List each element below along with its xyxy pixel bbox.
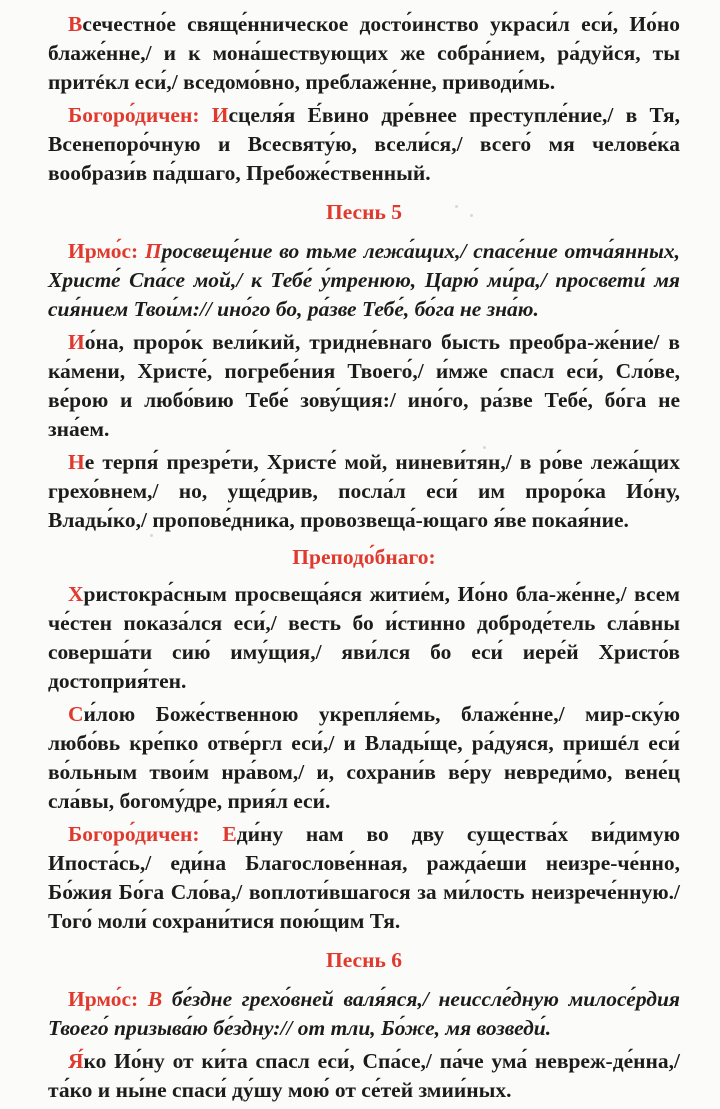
- troparion-paragraph: [48, 10, 680, 97]
- paragraph-text: ристокра́сным просвеща́яся житие́м, Ио́но бла-же́нне,/ всем че́стен показа́лся еси́,/ весть бо и́стинно доброде́тель сла́вны соверша́ти сию́ иму́щия,/ яви́лся бо еси́ иере́й Христо́в достоприя́тен.: [48, 582, 680, 693]
- drop-initial: Х: [68, 582, 84, 606]
- troparion-paragraph: [48, 448, 680, 535]
- troparion-paragraph: [48, 1047, 680, 1105]
- ode-heading: Песнь 6: [326, 948, 402, 972]
- irmos-paragraph: [48, 237, 680, 324]
- ode-heading: Песнь 5: [326, 200, 402, 224]
- theotokion-paragraph: [48, 101, 680, 188]
- print-speck: [150, 534, 153, 537]
- section-label: Ирмо́с:: [68, 987, 148, 1011]
- liturgical-text-page: [48, 10, 680, 1109]
- drop-initial: В: [147, 987, 163, 1011]
- print-speck: [455, 205, 458, 208]
- paragraph-text: бе́здне грехо́вней валя́яся,/ неиссле́дную милосе́рдия Твоего́ призыва́ю бе́здну:// от тли, Бо́же, мя возведи́.: [48, 987, 681, 1040]
- section-label: Богоро́дичен:: [68, 822, 223, 846]
- section-label: Ирмо́с:: [68, 239, 145, 263]
- troparion-paragraph: [48, 700, 680, 816]
- troparion-paragraph: [48, 328, 680, 444]
- paragraph-text: и́лою Боже́ственною укрепля́емь, блаже́нне,/ мир-ску́ю любо́вь кре́пко отве́ргл еси́,/ и Влады́ще, ра́дуяся, пришéл еси́ во́льным твои́м нра́вом,/ и, сохрани́в ве́ру невреди́мо, вене́ц сла́вы, богому́дре, прия́л еси́.: [48, 702, 680, 813]
- section-label: Богоро́дичен:: [68, 103, 212, 127]
- theotokion-paragraph: [48, 820, 680, 936]
- drop-initial: Н: [68, 450, 85, 474]
- troparion-paragraph: [48, 580, 680, 696]
- drop-initial: П: [144, 239, 162, 263]
- drop-initial: Я́: [68, 1049, 84, 1073]
- drop-initial: В: [68, 12, 83, 36]
- print-speck: [483, 446, 486, 449]
- paragraph-text: ди́ну нам во дву существа́х ви́димую Ипоста́сь,/ еди́на Благослове́нная, ражда́еши неизре-че́нно, Бо́жия Бо́га Сло́ва,/ воплоти́вшагося за ми́лость неизрече́нную./ Того́ моли́ сохрани́тися пою́щим Тя.: [48, 822, 680, 933]
- paragraph-text: ко Ио́ну от ки́та спасл еси́, Спа́се,/ па́че ума́ невреж-де́нна,/ та́ко и ны́не спаси́ ду́шу мою́ от се́тей змии́ных.: [48, 1049, 680, 1102]
- paragraph-text: о́на, проро́к вели́кий, тридне́внаго бысть преобра-же́ние/ в ка́мени, Христе́, погребе́ния Твоего́,/ и́мже спасл еси́, Сло́ве, ве́рою и любо́вию Тебе́ зову́щия:/ ино́го, ра́зве Тебе́, бо́га не зна́ем.: [48, 330, 680, 441]
- drop-initial: С: [68, 702, 84, 726]
- paragraph-text: росвеще́ние во тьме лежа́щих,/ спасе́ние отча́янных, Христе́ Спа́се мой,/ к Тебе́ у́тренюю, Царю́ ми́ра,/ просвети́ мя сия́нием Твои́м:// ино́го бо, ра́зве Тебе́, бо́га не зна́ю.: [48, 239, 680, 321]
- irmos-paragraph: [48, 985, 680, 1043]
- venerable-heading: Преподо́бнаго:: [292, 545, 436, 569]
- drop-initial: И: [211, 103, 229, 127]
- paragraph-text: сцеля́я Е́вино дре́внее преступле́ние,/ в Тя, Всенепоро́чную и Всесвяту́ю, всели́ся,/ всего́ мя челове́ка вообрази́в па́дшаго, Пребоже́ственный.: [48, 103, 680, 185]
- paragraph-text: сечестно́е свяще́нническое досто́инство украси́л еси́, Ио́но блаже́нне,/ и к мона́шествующих же собра́нием, ра́дуйся, ты притéкл еси́,/ вседомо́вно, преблаже́нне, приводи́мь.: [48, 12, 680, 94]
- paragraph-text: е терпя́ презре́ти, Христе́ мой, ниневи́тян,/ в ро́ве лежа́щих грехо́внем,/ но, уще́дрив, посла́л еси́ им проро́ка Ио́ну, Влады́ко,/ пропове́дника, провозвеща́-ющаго я́ве покая́ние.: [48, 450, 680, 532]
- drop-initial: И: [68, 330, 85, 354]
- print-speck: [470, 214, 473, 217]
- drop-initial: Е: [222, 822, 237, 846]
